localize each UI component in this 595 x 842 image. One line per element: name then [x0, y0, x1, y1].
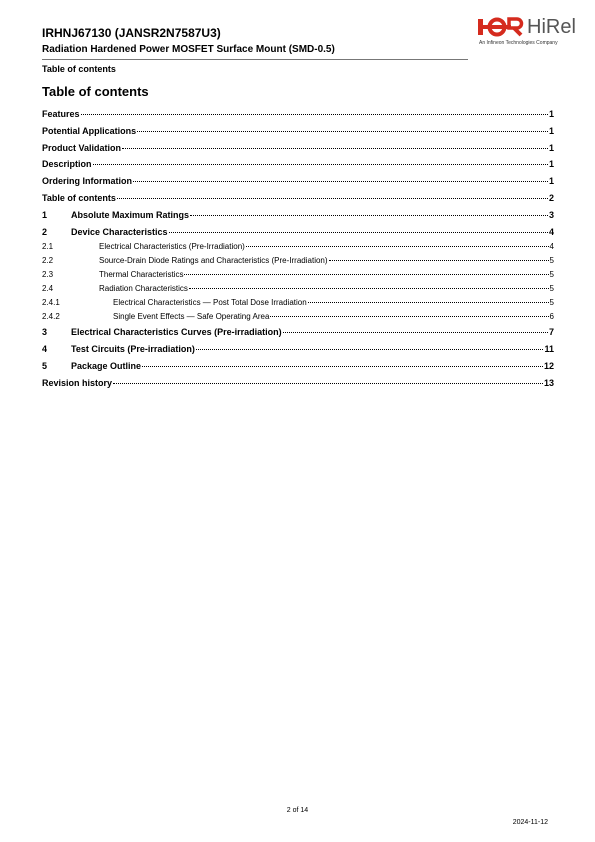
toc-entry[interactable] [42, 224, 554, 241]
toc-entry[interactable] [42, 296, 554, 310]
toc-entry-title: Absolute Maximum Ratings [71, 209, 190, 220]
toc-entry-page: 1 [548, 109, 554, 119]
toc-leader-dots [142, 366, 543, 367]
toc-leader-dots [270, 316, 548, 317]
document-date: 2024-11-12 [512, 819, 548, 826]
toc-leader-dots [184, 274, 548, 275]
toc-entry[interactable] [42, 240, 554, 254]
toc-leader-dots [189, 288, 549, 289]
toc-entry-page: 1 [548, 159, 554, 170]
running-section-title: Table of contents [42, 64, 116, 74]
toc-entry-number: 3 [42, 327, 48, 338]
toc-leader-dots [93, 164, 548, 165]
toc-entry[interactable] [42, 254, 554, 268]
toc-entry-number: 2 [42, 226, 48, 237]
toc-leader-dots [122, 148, 548, 149]
toc-entry-page: 7 [548, 327, 554, 338]
logo-tagline: An Infineon Technologies Company [479, 40, 558, 46]
toc-entry-page: 12 [543, 360, 554, 371]
toc-entry-number: 1 [42, 209, 48, 220]
toc-entry[interactable] [42, 190, 554, 207]
toc-entry-number: 2.1 [42, 242, 54, 252]
toc-entry-title: Revision history [42, 377, 113, 388]
toc-entry[interactable] [42, 268, 554, 282]
toc-leader-dots [133, 181, 548, 182]
ior-logo-mark [478, 14, 526, 40]
toc-leader-dots [329, 260, 549, 261]
toc-leader-dots [196, 349, 544, 350]
toc-entry-page: 13 [543, 377, 554, 388]
toc-entry-page: 11 [544, 344, 554, 355]
toc-heading: Table of contents [42, 84, 149, 99]
toc-leader-dots [113, 383, 543, 384]
toc-entry-title: Electrical Characteristics — Post Total Dose Irradiation [113, 298, 307, 308]
toc-entry-page: 5 [549, 270, 554, 280]
toc-entry-number: 4 [42, 344, 48, 355]
toc-entry-page: 6 [549, 312, 554, 322]
ir-hirel-logo [478, 14, 586, 52]
toc-entry-number: 2.2 [42, 256, 54, 266]
toc-entry-title: Potential Applications [42, 125, 137, 136]
document-subtitle: Radiation Hardened Power MOSFET Surface Mount (SMD-0.5) [42, 44, 335, 55]
toc-entry-page: 2 [548, 192, 554, 203]
toc-entry[interactable] [42, 106, 554, 123]
toc-entry-number: 2.4 [42, 284, 54, 294]
toc-entry[interactable] [42, 156, 554, 173]
toc-entry-title: Description [42, 159, 92, 170]
toc-entry-number: 2.4.1 [42, 298, 60, 308]
toc-entry-title: Table of contents [42, 192, 116, 203]
toc-entry-page: 1 [548, 176, 554, 187]
toc-entry-title: Electrical Characteristics (Pre-Irradiation) [99, 242, 245, 252]
toc-entry-page: 1 [548, 125, 554, 136]
toc-leader-dots [308, 302, 549, 303]
toc-entry-page: 1 [548, 142, 554, 153]
logo-brand-text: HiRel [527, 16, 576, 38]
toc-entry[interactable] [42, 341, 554, 358]
toc-entry[interactable] [42, 140, 554, 157]
toc-leader-dots [81, 114, 548, 115]
toc-list [42, 106, 554, 392]
toc-entry-title: Test Circuits (Pre-irradiation) [71, 344, 195, 355]
toc-entry-title: Source-Drain Diode Ratings and Characteristics (Pre-Irradiation) [99, 256, 328, 266]
toc-entry-title: Product Validation [42, 142, 122, 153]
toc-entry-title: Electrical Characteristics Curves (Pre-irradiation) [71, 327, 282, 338]
toc-leader-dots [246, 246, 549, 247]
toc-entry-number: 2.3 [42, 270, 54, 280]
toc-entry-page: 5 [549, 256, 554, 266]
toc-leader-dots [283, 332, 548, 333]
toc-entry-number: 2.4.2 [42, 312, 60, 322]
toc-entry[interactable] [42, 173, 554, 190]
toc-entry-page: 5 [549, 284, 554, 294]
toc-entry[interactable] [42, 123, 554, 140]
toc-entry[interactable] [42, 375, 554, 392]
toc-entry-page: 3 [548, 209, 554, 220]
toc-entry-page: 4 [548, 226, 554, 237]
toc-entry[interactable] [42, 324, 554, 341]
toc-entry-title: Features [42, 109, 80, 119]
toc-entry[interactable] [42, 358, 554, 375]
toc-entry-page: 4 [549, 242, 554, 252]
header-divider [42, 59, 468, 60]
toc-entry-title: Device Characteristics [71, 226, 168, 237]
document-title: IRHNJ67130 (JANSR2N7587U3) [42, 26, 221, 40]
toc-leader-dots [137, 131, 548, 132]
toc-entry-page: 5 [549, 298, 554, 308]
toc-leader-dots [190, 215, 548, 216]
toc-entry-title: Radiation Characteristics [99, 284, 188, 294]
toc-entry[interactable] [42, 207, 554, 224]
toc-entry-title: Thermal Characteristics [99, 270, 184, 280]
toc-leader-dots [169, 232, 548, 233]
page-number: 2 of 14 [286, 807, 309, 814]
toc-entry-title: Package Outline [71, 360, 142, 371]
toc-entry[interactable] [42, 282, 554, 296]
toc-entry[interactable] [42, 310, 554, 324]
toc-entry-title: Single Event Effects — Safe Operating Area [113, 312, 270, 322]
toc-entry-number: 5 [42, 360, 48, 371]
toc-entry-title: Ordering Information [42, 176, 132, 187]
toc-leader-dots [117, 198, 548, 199]
